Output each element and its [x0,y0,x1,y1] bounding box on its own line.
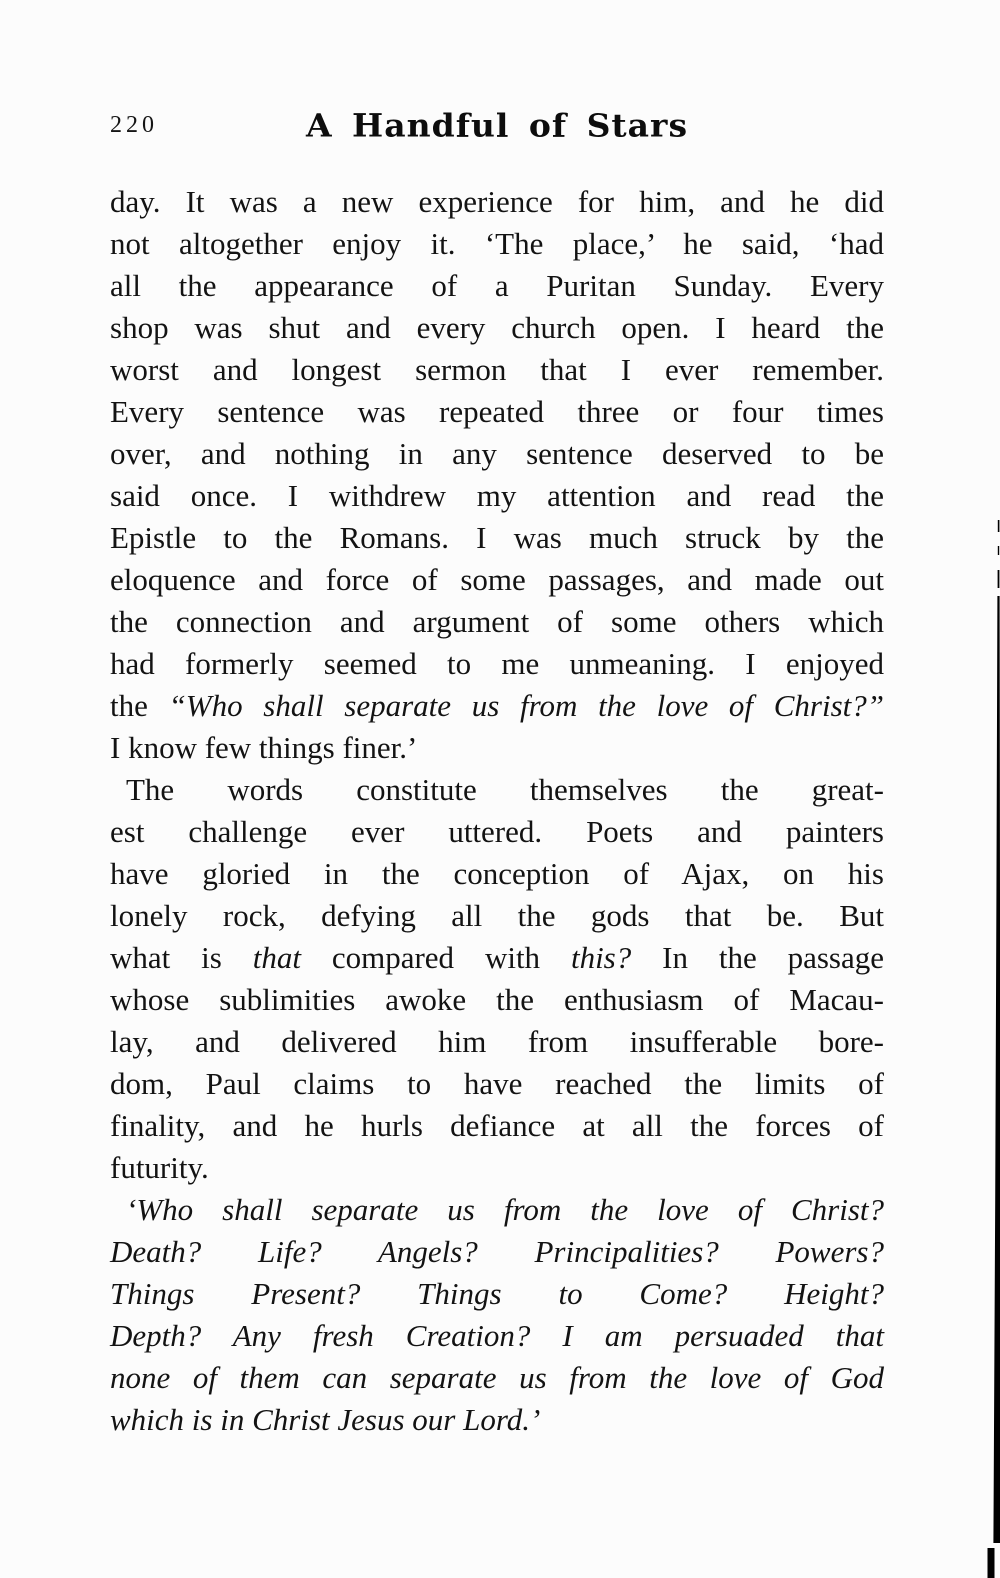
text-segment: the [110,688,169,723]
text-line [110,853,884,895]
running-title: A Handful of Stars [305,106,689,145]
text-line [110,727,884,769]
text-segment: The words constitute themselves the great- [126,772,884,807]
running-header [110,106,884,146]
text-line [110,769,884,811]
text-line [110,1189,884,1231]
page-number: 220 [110,112,158,138]
text-line [110,433,884,475]
text-line [110,601,884,643]
text-segment: day. It was a new experience for him, and he did [110,184,884,219]
text-segment: worst and longest sermon that I ever remember. [110,352,884,387]
text-segment: lonely rock, defying all the gods that be. But [110,898,884,933]
text-line [110,1021,884,1063]
text-segment: whose sublimities awoke the enthusiasm of Macau- [110,982,884,1017]
text-line [110,895,884,937]
text-line [110,181,884,223]
text-segment: futurity. [110,1150,209,1185]
text-line [110,979,884,1021]
text-segment: lay, and delivered him from insufferable bore- [110,1024,884,1059]
text-line [110,811,884,853]
text-segment: not altogether enjoy it. ‘The place,’ he said, ‘had [110,226,884,261]
text-segment: est challenge ever uttered. Poets and painters [110,814,884,849]
text-segment: said once. I withdrew my attention and read the [110,478,884,513]
text-line [110,223,884,265]
text-line [110,517,884,559]
text-segment: which is in Christ Jesus our Lord.’ [110,1402,541,1437]
text-line [110,559,884,601]
text-segment: Things Present? Things to Come? Height? [110,1276,884,1311]
text-segment: what is [110,940,253,975]
text-segment: none of them can separate us from the love of God [110,1360,884,1395]
text-segment: Depth? Any fresh Creation? I am persuaded that [110,1318,884,1353]
text-segment: Every sentence was repeated three or four times [110,394,884,429]
text-line [110,1231,884,1273]
text-segment: compared with [300,940,571,975]
text-block [110,181,884,1441]
text-segment: over, and nothing in any sentence deserved to be [110,436,884,471]
text-line [110,1315,884,1357]
text-segment: I know few things finer.’ [110,730,418,765]
text-segment: the connection and argument of some others which [110,604,884,639]
text-line [110,391,884,433]
text-segment: Death? Life? Angels? Principalities? Powers? [110,1234,884,1269]
italic-text-segment: this? [570,940,632,975]
text-segment: eloquence and force of some passages, and made out [110,562,884,597]
text-segment: dom, Paul claims to have reached the limits of [110,1066,884,1101]
text-segment: have gloried in the conception of Ajax, on his [110,856,884,891]
text-line [110,307,884,349]
text-segment: all the appearance of a Puritan Sunday. Every [110,268,884,303]
text-line [110,1063,884,1105]
text-segment: had formerly seemed to me unmeaning. I enjoyed [110,646,884,681]
italic-text-segment: “Who shall separate us from the love of Christ?” [168,688,884,723]
text-line [110,265,884,307]
text-line [110,937,884,979]
text-line [110,643,884,685]
text-segment: In the passage [631,940,885,975]
text-line [110,1399,884,1441]
italic-text-segment: that [252,940,301,975]
text-line [110,1357,884,1399]
text-line [110,685,884,727]
text-segment: Epistle to the Romans. I was much struck by the [110,520,884,555]
text-line [110,1105,884,1147]
text-segment: finality, and he hurls defiance at all the forces of [110,1108,884,1143]
text-line [110,1273,884,1315]
text-segment: ‘Who shall separate us from the love of Christ? [126,1192,884,1227]
text-line [110,475,884,517]
text-line [110,1147,884,1189]
text-line [110,349,884,391]
text-segment: shop was shut and every church open. I heard the [110,310,884,345]
